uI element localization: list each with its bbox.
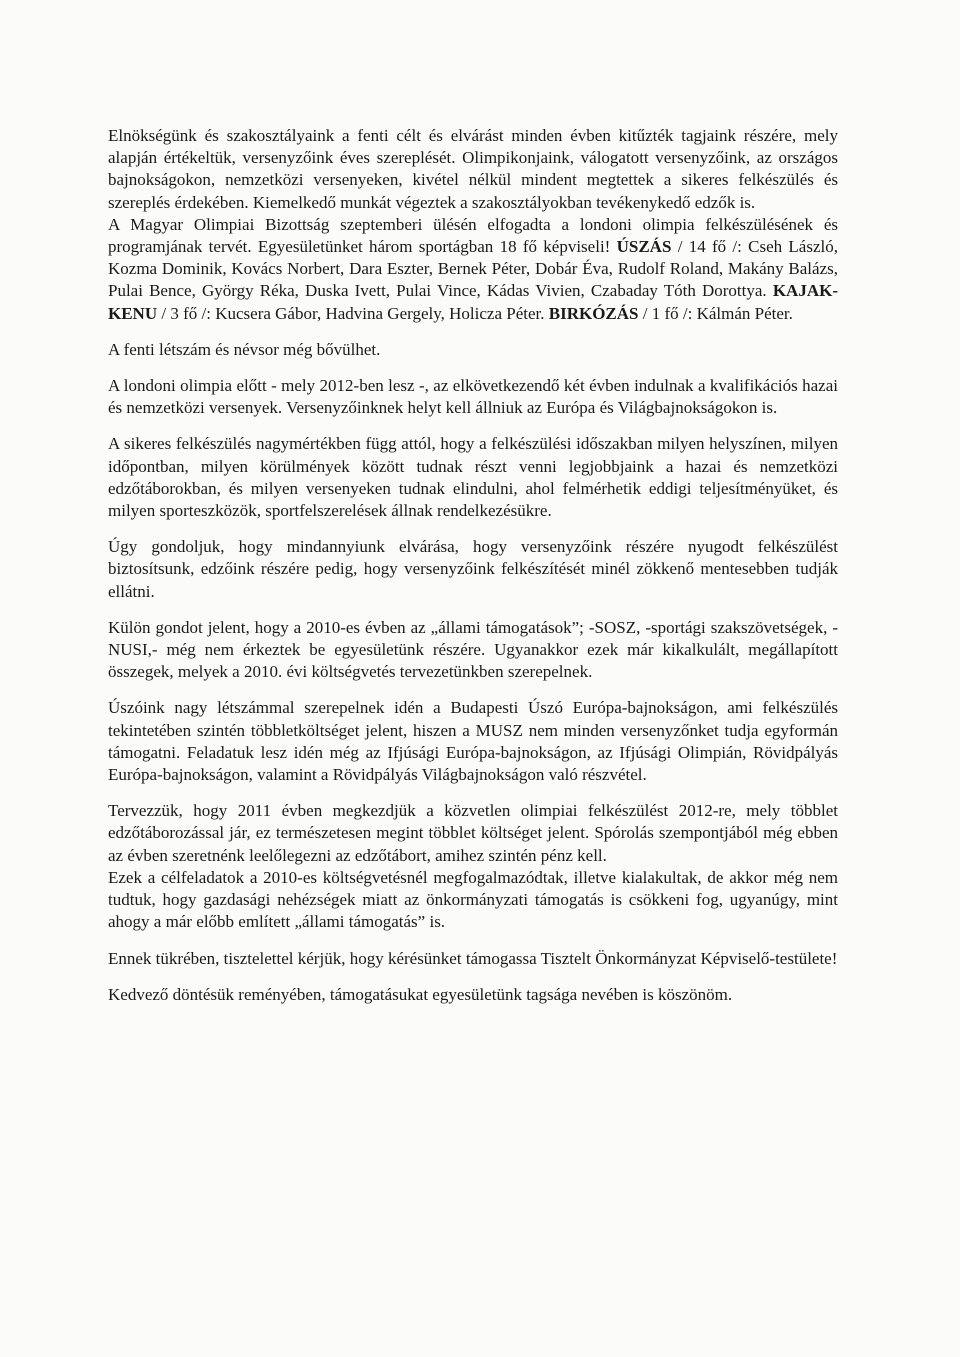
paragraph-roster-note: A fenti létszám és névsor még bővülhet. — [108, 339, 381, 359]
paragraph-budget: Ezek a célfeladatok a 2010-es költségvetésnél megfogalmazódtak, illetve kialakultak, de akkor még nem tudtuk, hogy gazdasági nehézségek miatt az önkormányzati támogatás is csökkeni fog, ugyanúgy, mint ahogy a már előbb említett „állami támogatás” is. — [108, 867, 838, 932]
paragraph-request: Ennek tükrében, tisztelettel kérjük, hogy kérésünket támogassa Tisztelt Önkormányzat Képviselő-testülete! — [108, 948, 838, 968]
paragraph-plans-2011: Tervezzük, hogy 2011 évben megkezdjük a közvetlen olimpiai felkészülést 2012-re, mely többlet edzőtáborozással jár, ez természetesen megint többlet költséget jelent. Spórolás szempontjából még ebben az évben szeretnénk leelőlegezni az edzőtábort, amihez szintén pénz kell. — [108, 801, 838, 865]
wrestling-roster: / 1 fő /: Kálmán Péter. — [638, 303, 793, 323]
paragraph-closing: Kedvező döntésük reményében, támogatásukat egyesületünk tagsága nevében is köszönöm. — [108, 984, 733, 1004]
paragraph-qualification: A londoni olimpia előtt - mely 2012-ben lesz -, az elkövetkezendő két évben indulnak a kvalifikációs hazai és nemzetközi versenyek. Versenyzőinknek helyt kell állniuk az Európa és Világbajnokságokon is. — [108, 376, 838, 418]
kayak-roster: / 3 fő /: Kucsera Gábor, Hadvina Gergely, Holicza Péter. — [157, 303, 549, 323]
olympic-team-intro: A Magyar Olimpiai Bizottság szeptemberi ülésén elfogadta a londoni olimpia felkészülésének és programjának tervét. Egyesületünket három sportágban 18 fő képviseli! — [108, 214, 838, 257]
wrestling-label: BIRKÓZÁS — [548, 303, 639, 323]
paragraph-expectation: Úgy gondoljuk, hogy mindannyiunk elvárása, hogy versenyzőink részére nyugodt felkészülést biztosítsunk, edzőink részére pedig, hogy versenyzőink felkészítését minél zökkenő mentesebben tudják ellátni. — [108, 537, 838, 601]
paragraph-preparation: A sikeres felkészülés nagymértékben függ attól, hogy a felkészülési időszakban milyen helyszínen, milyen időpontban, milyen körülmények között tudnak részt venni legjobbjaink a hazai és nemzetközi edzőtáborokban, és milyen versenyeken tudnak elindulni, ahol felmérhetik eddigi teljesítményüket, és milyen sporteszközök, sportfelszerelések állnak rendelkezésükre. — [108, 434, 838, 521]
paragraph-swimmers: Úszóink nagy létszámmal szerepelnek idén a Budapesti Úszó Európa-bajnokságon, ami felkészülés tekintetében szintén többletköltséget jelent, hiszen a MUSZ nem minden versenyzőnket tudja egyformán támogatni. Feladatuk lesz idén még az Ifjúsági Európa-bajnokságon, az Ifjúsági Olimpián, Rövidpályás Európa-bajnokságon, valamint a Rövidpályás Világbajnokságon való részvétel. — [108, 698, 838, 785]
paragraph-state-funding: Külön gondot jelent, hogy a 2010-es évben az „állami támogatások”; -SOSZ, -sportági szakszövetségek, -NUSI,- még nem érkeztek be egyesületünk részére. Ugyanakkor ezek már kikalkulált, megállapított összegek, melyek a 2010. évi költségvetés tervezetünkben szerepelnek. — [108, 617, 838, 682]
swimming-label: ÚSZÁS — [616, 237, 672, 257]
swimming-roster: / 14 fő /: Cseh László, Kozma Dominik, Kovács Norbert, Dara Eszter, Bernek Péter, Dobár Éva, Rudolf Roland, Makány Balázs, Pulai Bence, György Réka, Duska Ivett, Pulai Vince, Kádas Vivien, Czabaday Tóth Dorottya. — [108, 237, 838, 301]
paragraph-olympic-team — [108, 214, 838, 325]
document-body — [108, 125, 838, 1020]
kayak-label: KAJAK-KENU — [108, 281, 838, 323]
paragraph-achievements: Elnökségünk és szakosztályaink a fenti célt és elvárást minden évben kitűzték tagjaink részére, mely alapján értékeltük, versenyzőink éves szereplését. Olimpikonjaink, válogatott versenyzőink, az országos bajnokságokon, nemzetközi versenyeken, kivétel nélkül mindent megtettek a sikeres felkészülés és szereplés érdekében. Kiemelkedő munkát végeztek a szakosztályokban tevékenykedő edzők is. — [108, 126, 838, 212]
